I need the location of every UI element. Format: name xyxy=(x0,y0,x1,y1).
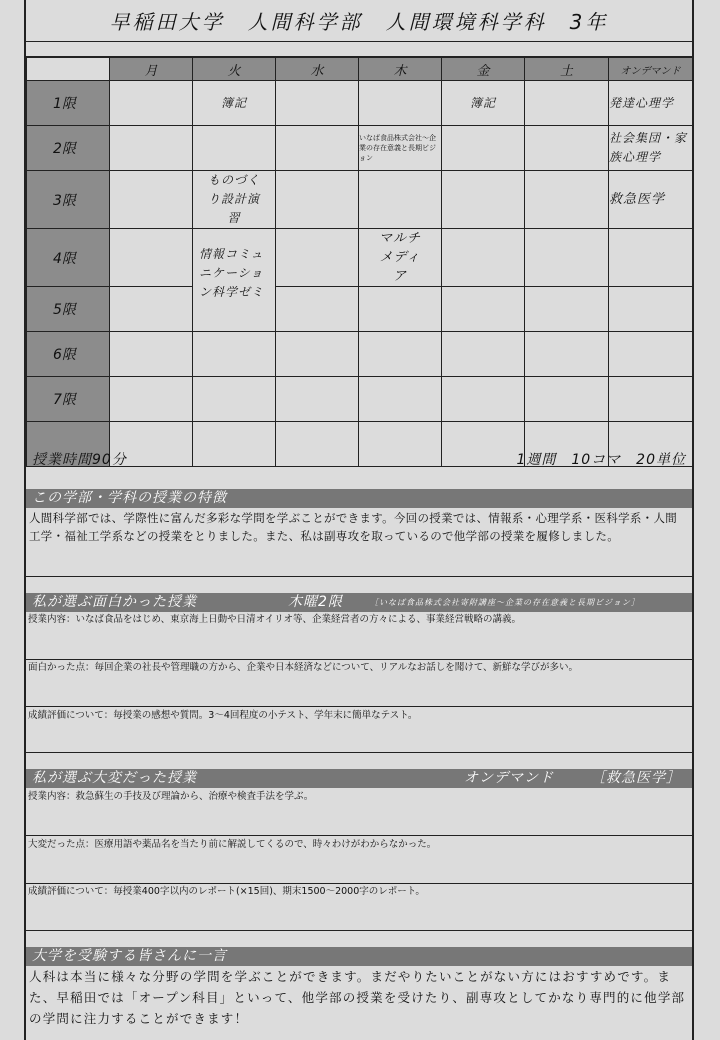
day-header-tue: 火 xyxy=(193,58,276,81)
message-header xyxy=(26,947,692,966)
slot-cell xyxy=(525,229,609,287)
report-page xyxy=(24,0,694,1040)
slot-cell xyxy=(276,229,359,287)
hard-course-difficulty: 大変だった点：医療用語や薬品名を当たり前に解説してくるので、時々わけがわからなかった。 xyxy=(28,839,437,850)
course-cell-thu-2: いなば食品株式会社～企業の存在意義と長期ビジョン xyxy=(359,126,442,171)
slot-cell xyxy=(525,377,609,422)
period-label-1: 1限 xyxy=(27,81,110,126)
slot-cell xyxy=(442,332,525,377)
divider xyxy=(26,706,692,707)
course-cell-tue-4-5: 情報コミュニケーション科学ゼミ xyxy=(193,229,276,332)
slot-cell xyxy=(110,126,193,171)
day-header-ondemand: オンデマンド xyxy=(609,58,693,81)
divider xyxy=(26,659,692,660)
slot-cell xyxy=(193,126,276,171)
fun-course-content: 授業内容：いなば食品をはじめ、東京海上日動や日清オイリオ等、企業経営者の方々による、事業経営戦略の講義。 xyxy=(28,614,522,625)
slot-cell xyxy=(359,287,442,332)
slot-cell xyxy=(359,171,442,229)
slot-cell xyxy=(442,171,525,229)
slot-cell xyxy=(276,81,359,126)
period-label-5: 5限 xyxy=(27,287,110,332)
period-label-2: 2限 xyxy=(27,126,110,171)
course-cell-fri-1: 簿記 xyxy=(442,81,525,126)
slot-cell xyxy=(359,332,442,377)
slot-cell xyxy=(110,377,193,422)
day-header-mon: 月 xyxy=(110,58,193,81)
fun-course-slot: 木曜2限 xyxy=(288,594,343,610)
fun-course-grading: 成績評価について：毎授業の感想や質問。3～4回程度の小テスト、学年末に簡単なテスト。 xyxy=(28,710,418,721)
period-label-3: 3限 xyxy=(27,171,110,229)
day-header-fri: 金 xyxy=(442,58,525,81)
features-header xyxy=(26,489,692,508)
slot-cell xyxy=(442,287,525,332)
period-label-4: 4限 xyxy=(27,229,110,287)
fun-course-header xyxy=(26,593,692,612)
slot-cell xyxy=(110,332,193,377)
course-cell-thu-4: マルチメディア xyxy=(359,229,442,287)
hard-course-header xyxy=(26,769,692,788)
slot-cell xyxy=(609,229,693,287)
divider xyxy=(26,41,692,42)
slot-cell xyxy=(276,171,359,229)
slot-cell xyxy=(609,287,693,332)
day-header-sat: 土 xyxy=(525,58,609,81)
slot-cell xyxy=(193,422,276,467)
slot-cell xyxy=(609,377,693,422)
page-title: 早稲田大学 人間科学部 人間環境科学科 3年 xyxy=(109,10,609,34)
fun-course-highlight: 面白かった点：毎回企業の社長や管理職の方から、企業や日本経済などについて、リアルなお話しを聞けて、新鮮な学びが多い。 xyxy=(28,662,579,673)
slot-cell xyxy=(110,229,193,287)
hard-course-content: 授業内容：救急蘇生の手技及び理論から、治療や検査手法を学ぶ。 xyxy=(28,791,314,802)
period-label-6: 6限 xyxy=(27,332,110,377)
weekly-load: 1週間 10コマ 20単位 xyxy=(516,452,686,468)
hard-course-name: ［救急医学］ xyxy=(591,770,681,786)
slot-cell xyxy=(110,81,193,126)
hard-course-slot: オンデマンド xyxy=(464,770,554,786)
divider xyxy=(26,576,692,577)
slot-cell xyxy=(525,81,609,126)
divider xyxy=(26,835,692,836)
slot-cell xyxy=(276,287,359,332)
slot-cell xyxy=(193,332,276,377)
slot-cell xyxy=(276,332,359,377)
slot-cell xyxy=(193,377,276,422)
slot-cell xyxy=(110,171,193,229)
slot-cell xyxy=(525,332,609,377)
slot-cell xyxy=(442,377,525,422)
slot-cell xyxy=(359,377,442,422)
slot-cell xyxy=(442,126,525,171)
message-body: 人科は本当に様々な分野の学問を学ぶことができます。まだやりたいことがない方にはおすすめです。また、早稲田では「オープン科目」といって、他学部の授業を受けたり、副専攻としてかなり専門的に他学部の学問に注力することができます！ xyxy=(29,969,686,1026)
slot-cell xyxy=(525,287,609,332)
slot-cell xyxy=(359,422,442,467)
class-duration: 授業時間90分 xyxy=(32,452,127,468)
slot-cell xyxy=(276,126,359,171)
slot-cell xyxy=(609,332,693,377)
slot-cell xyxy=(442,422,525,467)
slot-cell xyxy=(276,377,359,422)
slot-cell xyxy=(525,126,609,171)
period-label-7: 7限 xyxy=(27,377,110,422)
features-body: 人間科学部では、学際性に富んだ多彩な学問を学ぶことができます。今回の授業では、情報系・心理学系・医科学系・人間工学・福祉工学系などの授業をとりました。また、私は副専攻を取っているので他学部の授業を履修しました。 xyxy=(29,511,678,543)
timetable-corner xyxy=(27,58,110,81)
slot-cell xyxy=(442,229,525,287)
divider xyxy=(26,752,692,753)
slot-cell xyxy=(110,287,193,332)
slot-cell xyxy=(359,81,442,126)
message-header-label: 大学を受験する皆さんに一言 xyxy=(32,948,227,964)
course-cell-tue-3: ものづくり設計演習 xyxy=(193,171,276,229)
divider xyxy=(26,930,692,931)
course-cell-ondemand-1: 発達心理学 xyxy=(609,81,693,126)
hard-course-grading: 成績評価について：毎授業400字以内のレポート(×15回)、期末1500～2000字のレポート。 xyxy=(28,886,425,897)
timetable xyxy=(26,57,693,467)
fun-course-name: ［いなば食品株式会社寄附講座～企業の存在意義と長期ビジョン］ xyxy=(370,598,640,607)
course-cell-ondemand-2: 社会集団・家族心理学 xyxy=(609,126,693,171)
hard-course-header-label: 私が選ぶ大変だった授業 xyxy=(32,770,197,786)
day-header-thu: 木 xyxy=(359,58,442,81)
features-header-label: この学部・学科の授業の特徴 xyxy=(32,490,227,506)
fun-course-header-label: 私が選ぶ面白かった授業 xyxy=(32,594,197,610)
slot-cell xyxy=(525,171,609,229)
course-cell-ondemand-3: 救急医学 xyxy=(609,171,693,229)
course-cell-tue-1: 簿記 xyxy=(193,81,276,126)
divider xyxy=(26,883,692,884)
slot-cell xyxy=(276,422,359,467)
day-header-wed: 水 xyxy=(276,58,359,81)
